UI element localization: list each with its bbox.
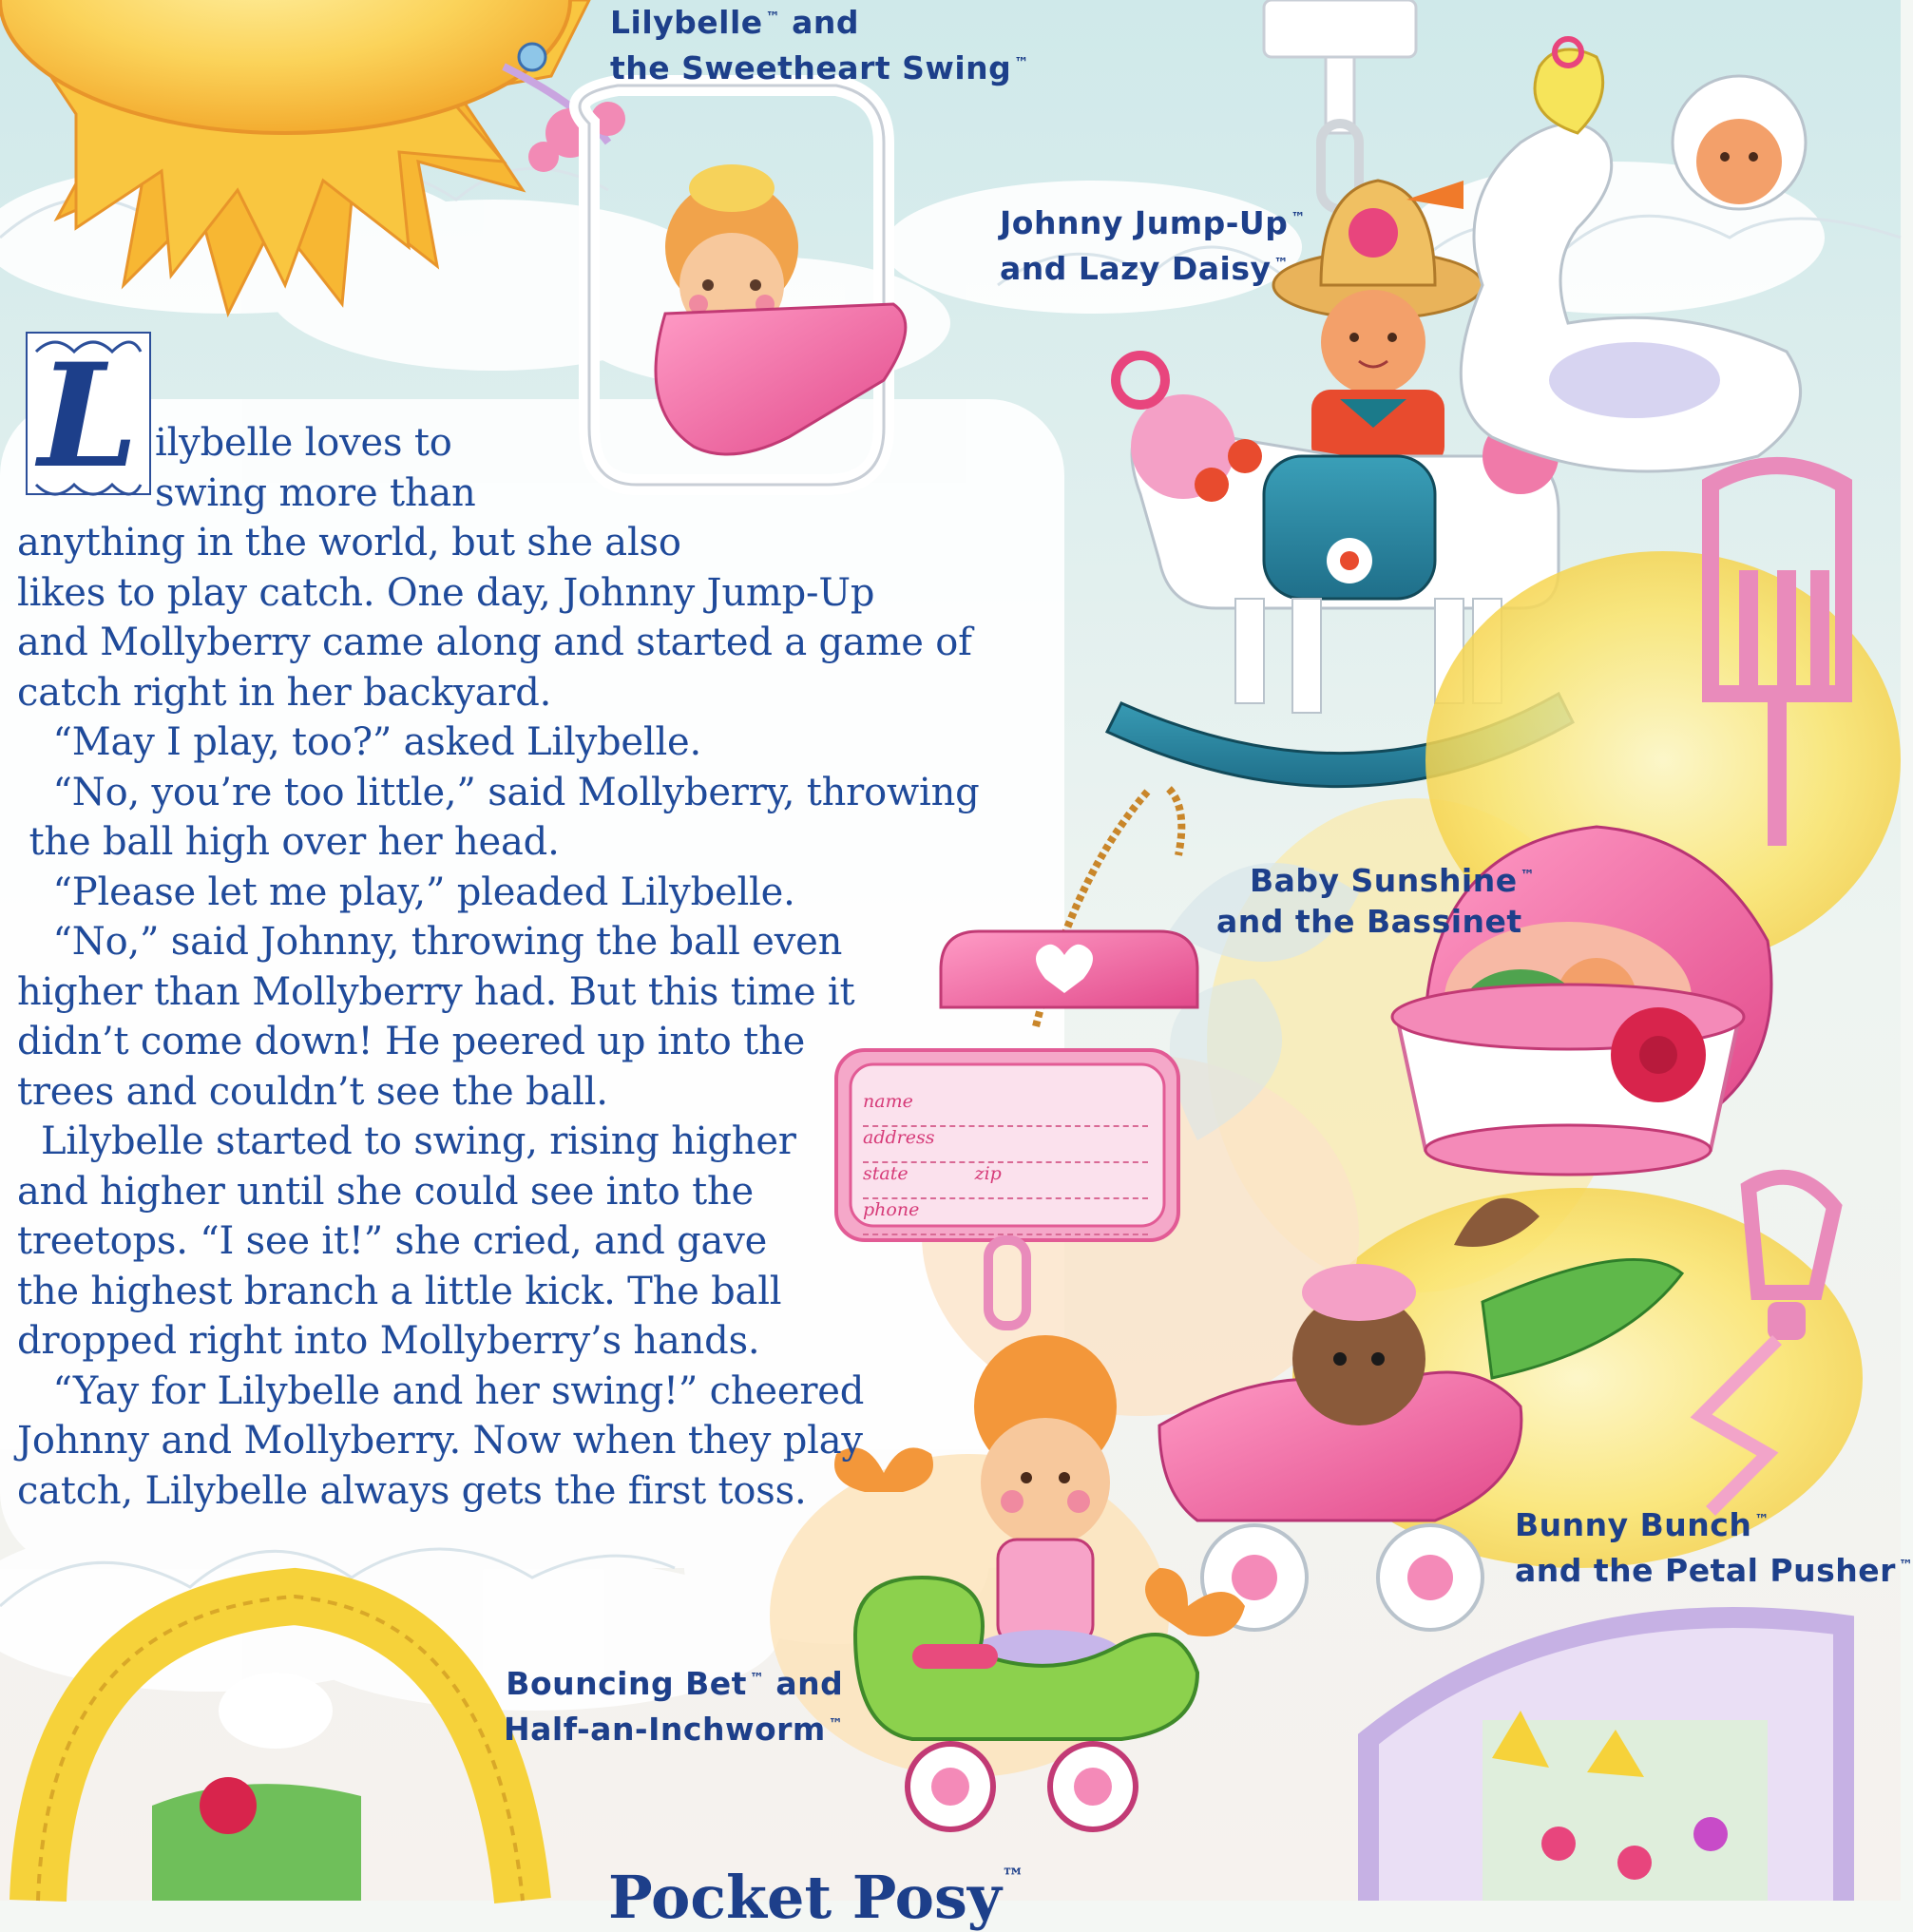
caption-lilybelle-line2 — [610, 43, 1029, 88]
story-line: and higher until she could see into the — [17, 1169, 755, 1214]
caption-baby-sunshine — [1216, 855, 1535, 942]
caption-bunny-line2 — [1515, 1545, 1913, 1591]
name-tag-label: phone — [863, 1199, 920, 1220]
caption-bunny-line1 — [1515, 1500, 1913, 1545]
caption-bunny-name: Bunny Bunch — [1515, 1506, 1752, 1543]
caption-lilybelle-name: Lilybelle — [610, 4, 763, 41]
trademark-mark: ™ — [1291, 209, 1306, 226]
caption-bet-product: Half-an-Inchworm — [504, 1711, 826, 1748]
caption-bet-name: Bouncing Bet — [506, 1665, 747, 1702]
caption-bunny-product: and the Petal Pusher — [1515, 1552, 1896, 1589]
story-line: Lilybelle started to swing, rising higher — [17, 1119, 796, 1163]
story-line: “Yay for Lilybelle and her swing!” cheered — [17, 1368, 865, 1413]
story-line: Johnny and Mollyberry. Now when they play — [17, 1419, 863, 1463]
story-line: dropped right into Mollyberry’s hands. — [17, 1319, 760, 1363]
trademark-mark: ™ — [828, 1715, 844, 1732]
story-line: and Mollyberry came along and started a game of — [17, 621, 972, 664]
caption-bet-line2 — [475, 1704, 843, 1750]
caption-johnny-line1 — [1000, 198, 1306, 243]
story-line: catch, Lilybelle always gets the first toss. — [17, 1468, 807, 1513]
caption-bouncing-bet — [475, 1658, 843, 1750]
caption-lilybelle-and: and — [780, 4, 860, 41]
caption-lilybelle-line1 — [610, 0, 1029, 43]
caption-bunny-bunch — [1515, 1500, 1913, 1591]
trademark-mark: ™ — [749, 1670, 765, 1687]
story-line: higher than Mollyberry had. But this time it — [17, 969, 855, 1014]
story-line: swing more than — [155, 470, 476, 515]
caption-baby-product: and the Bassinet — [1216, 903, 1522, 940]
name-tag-phone-field — [863, 1199, 1148, 1235]
name-tag-label: zip — [974, 1163, 1002, 1184]
name-tag-label: name — [863, 1091, 913, 1112]
story-line: didn’t come down! He peered up into the — [17, 1020, 806, 1063]
story-line: “No, you’re too little,” said Mollyberry, throwing — [17, 770, 980, 814]
name-tag-label: address — [863, 1127, 935, 1148]
caption-johnny-name: Johnny Jump-Up — [1000, 204, 1289, 241]
caption-baby-line1 — [1216, 855, 1535, 901]
story-line: treetops. “I see it!” she cried, and gave — [17, 1219, 768, 1263]
caption-baby-line2 — [1216, 901, 1535, 942]
story-line: the highest branch a little kick. The ball — [17, 1269, 782, 1313]
name-tag-state-field — [863, 1163, 1148, 1199]
caption-johnny — [1000, 198, 1306, 289]
name-tag-name-field — [863, 1091, 1148, 1127]
caption-lilybelle-product: the Sweetheart Swing — [610, 49, 1012, 86]
story-text — [17, 418, 1053, 1516]
caption-johnny-line2 — [1000, 243, 1306, 289]
name-tag-address-field — [863, 1127, 1148, 1163]
story-line: the ball high over her head. — [17, 820, 560, 864]
story-line: ilybelle loves to — [155, 421, 452, 465]
name-tag-label: state — [863, 1163, 909, 1184]
caption-bet-and: and — [764, 1665, 844, 1702]
trademark-mark: ™ — [1273, 255, 1290, 272]
footer-title — [608, 1863, 1024, 1932]
trademark-mark: ™ — [1520, 867, 1536, 884]
dropcap-letter: L — [38, 333, 139, 500]
trademark-mark: ™ — [1898, 1557, 1913, 1574]
story-line: trees and couldn’t see the ball. — [17, 1069, 608, 1114]
story-line: “No,” said Johnny, throwing the ball even — [17, 920, 843, 964]
story-line: likes to play catch. One day, Johnny Jump-Up — [17, 570, 875, 615]
footer-title-text: Pocket Posy — [608, 1863, 1002, 1932]
story-line: “May I play, too?” asked Lilybelle. — [17, 720, 702, 764]
trademark-mark: ™ — [1001, 1863, 1024, 1890]
caption-johnny-product: and Lazy Daisy — [1000, 250, 1272, 287]
trademark-mark: ™ — [1754, 1511, 1770, 1528]
trademark-mark: ™ — [1014, 54, 1029, 71]
story-line: anything in the world, but she also — [17, 521, 681, 564]
story-line: “Please let me play,” pleaded Lilybelle. — [17, 870, 795, 914]
story-line: catch right in her backyard. — [17, 670, 552, 715]
name-tag-fields — [863, 1091, 1148, 1234]
trademark-mark: ™ — [765, 9, 781, 26]
caption-baby-name: Baby Sunshine — [1250, 862, 1518, 899]
caption-bet-line1 — [475, 1658, 843, 1704]
caption-lilybelle — [610, 0, 1029, 88]
